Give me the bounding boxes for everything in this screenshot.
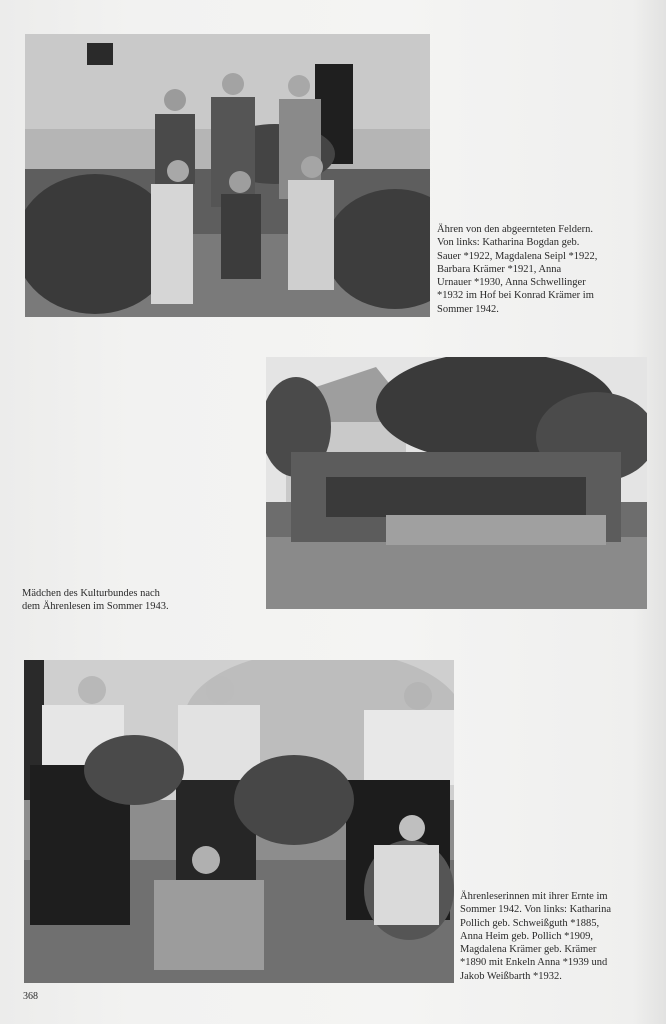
page-number: 368 <box>23 991 38 1002</box>
photo-harvest-courtyard <box>25 34 430 317</box>
photo-harvest-courtyard-caption: Ähren von den abgeernteten Feldern. Von links: Katharina Bogdan geb. Sauer *1922, Magdalena Seipl *1922, Barbara Krämer *1921, Anna Urnauer *1930, Anna Schwellinger *1932 im Hof bei Konrad Krämer im Sommer 1942. <box>437 224 598 315</box>
photo-kulturbund-girls-image <box>266 357 647 609</box>
photo-gleaners-harvest-caption: Ährenleserinnen mit ihrer Ernte im Sommer 1942. Von links: Katharina Pollich geb. Schweißguth *1885, Anna Heim geb. Pollich *1909, Magdalena Krämer geb. Krämer *1890 mit Enkeln Anna *1939 und Jakob Weißbarth *1932. <box>460 891 611 982</box>
photo-kulturbund-girls <box>266 357 647 609</box>
photo-kulturbund-girls-caption: Mädchen des Kulturbundes nach dem Ährenlesen im Sommer 1943. <box>22 588 169 613</box>
photo-harvest-courtyard-image <box>25 34 430 317</box>
photo-gleaners-harvest-image <box>24 660 454 983</box>
photo-gleaners-harvest <box>24 660 454 983</box>
